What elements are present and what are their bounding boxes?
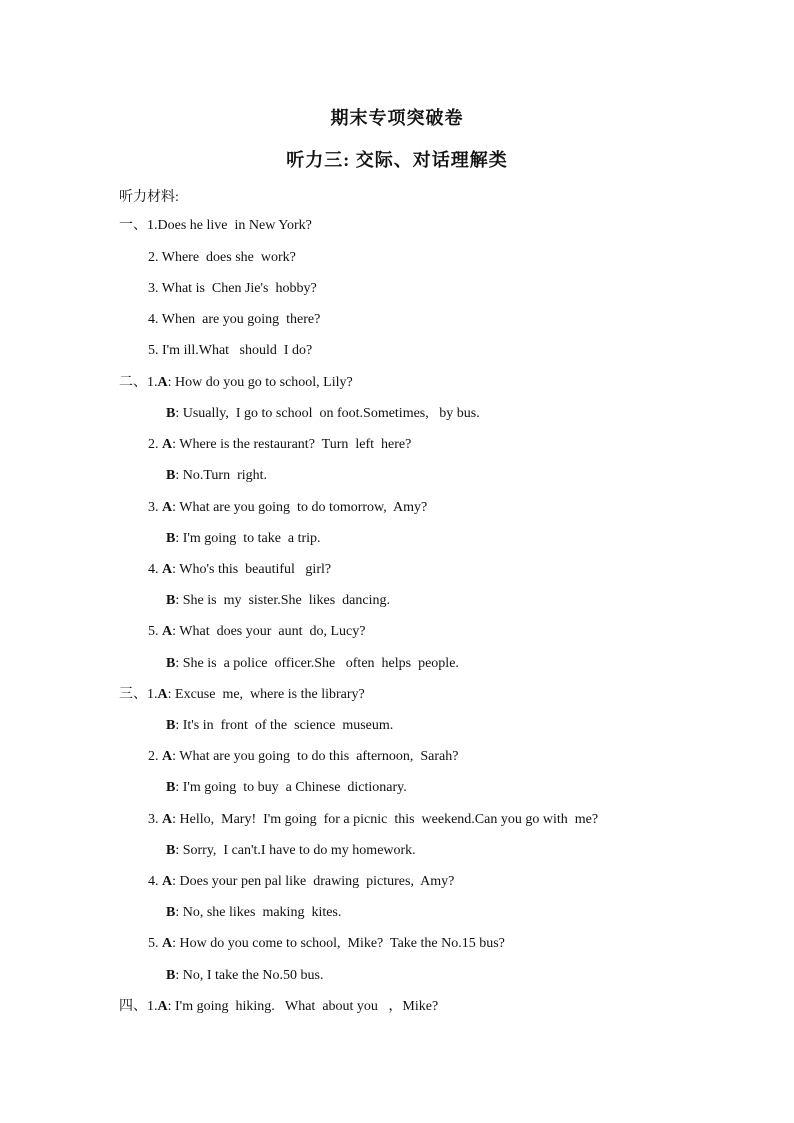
section2-d1-a <box>119 373 353 393</box>
speaker-b: B <box>166 968 176 983</box>
speaker-a: A <box>162 812 173 827</box>
speaker-b: B <box>166 843 176 858</box>
section3-d3-b <box>166 841 416 861</box>
section-mark: 三、 <box>119 687 147 702</box>
dialog-line: : She is my sister.She likes dancing. <box>175 593 390 608</box>
speaker-a: A <box>162 562 173 577</box>
section3-d4-b <box>166 903 341 923</box>
section3-d2-a <box>148 747 458 767</box>
section1-q4: 4. When are you going there? <box>148 312 321 327</box>
dialog-line: : I'm going to buy a Chinese dictionary. <box>175 780 407 795</box>
dialog-line: : I'm going to take a trip. <box>175 531 321 546</box>
speaker-b: B <box>166 656 176 671</box>
section2-d5-b <box>166 654 459 674</box>
dialog-line: : No, I take the No.50 bus. <box>175 968 324 983</box>
section3-d1-b <box>166 716 393 736</box>
dialog-line: : Where is the restaurant? Turn left here? <box>172 437 412 452</box>
section1-q3: 3. What is Chen Jie's hobby? <box>148 281 317 296</box>
speaker-a: A <box>157 999 168 1014</box>
speaker-b: B <box>166 718 176 733</box>
dialog-line: : Excuse me, where is the library? <box>167 687 365 702</box>
dialog-line: : Does your pen pal like drawing pictures, Amy? <box>172 874 455 889</box>
dialog-number: 2. <box>148 437 162 452</box>
dialog-number: 1. <box>147 999 158 1014</box>
section1-q5: 5. I'm ill.What should I do? <box>148 343 313 358</box>
dialog-number: 3. <box>148 812 162 827</box>
dialog-line: : No, she likes making kites. <box>175 905 342 920</box>
speaker-b: B <box>166 406 176 421</box>
material-label: 听力材料: <box>119 190 179 205</box>
question-text: 1.Does he live in New York? <box>147 218 312 233</box>
section2-d3-b <box>166 529 321 549</box>
dialog-number: 1. <box>147 375 158 390</box>
speaker-a: A <box>162 624 173 639</box>
section2-d4-b <box>166 591 390 611</box>
dialog-line: : I'm going hiking. What about you ，Mike? <box>167 999 439 1014</box>
section3-d1-a <box>119 685 365 705</box>
section-mark: 二、 <box>119 375 147 390</box>
speaker-a: A <box>157 375 168 390</box>
dialog-line: : Hello, Mary! I'm going for a picnic this weekend.Can you go with me? <box>172 812 599 827</box>
section-mark: 一、 <box>119 218 147 233</box>
speaker-b: B <box>166 593 176 608</box>
section3-d3-a <box>148 810 598 830</box>
dialog-number: 5. <box>148 936 162 951</box>
section2-d2-a <box>148 435 411 455</box>
dialog-line: : What does your aunt do, Lucy? <box>172 624 366 639</box>
section2-d2-b <box>166 466 267 486</box>
dialog-line: : It's in front of the science museum. <box>175 718 394 733</box>
page-subtitle: 听力三: 交际、对话理解类 <box>286 150 508 170</box>
section3-d5-a <box>148 934 505 954</box>
dialog-number: 3. <box>148 500 162 515</box>
section3-d2-b <box>166 778 407 798</box>
dialog-number: 5. <box>148 624 162 639</box>
speaker-a: A <box>162 437 173 452</box>
dialog-line: : No.Turn right. <box>175 468 268 483</box>
speaker-b: B <box>166 780 176 795</box>
section2-d3-a <box>148 498 427 518</box>
section1-q1 <box>119 216 312 236</box>
dialog-line: : She is a police officer.She often helps people. <box>175 656 459 671</box>
dialog-line: : What are you going to do this afternoon, Sarah? <box>172 749 459 764</box>
speaker-a: A <box>157 687 168 702</box>
dialog-number: 2. <box>148 749 162 764</box>
speaker-b: B <box>166 905 176 920</box>
dialog-number: 1. <box>147 687 158 702</box>
section2-d4-a <box>148 560 331 580</box>
page-title: 期末专项突破卷 <box>330 108 464 128</box>
dialog-line: : What are you going to do tomorrow, Amy? <box>172 500 428 515</box>
section2-d5-a <box>148 622 366 642</box>
section1-q2: 2. Where does she work? <box>148 250 296 265</box>
dialog-line: : Who's this beautiful girl? <box>172 562 332 577</box>
section3-d5-b <box>166 966 324 986</box>
speaker-a: A <box>162 749 173 764</box>
speaker-a: A <box>162 874 173 889</box>
dialog-line: : Usually, I go to school on foot.Sometimes, by bus. <box>175 406 480 421</box>
section-mark: 四、 <box>119 999 147 1014</box>
dialog-line: : Sorry, I can't.I have to do my homework. <box>175 843 416 858</box>
dialog-line: : How do you come to school, Mike? Take the No.15 bus? <box>172 936 505 951</box>
section2-d1-b <box>166 404 480 424</box>
section4-d1-a <box>119 997 438 1017</box>
dialog-number: 4. <box>148 874 162 889</box>
speaker-a: A <box>162 500 173 515</box>
speaker-b: B <box>166 531 176 546</box>
dialog-number: 4. <box>148 562 162 577</box>
section3-d4-a <box>148 872 454 892</box>
speaker-b: B <box>166 468 176 483</box>
dialog-line: : How do you go to school, Lily? <box>167 375 353 390</box>
speaker-a: A <box>162 936 173 951</box>
